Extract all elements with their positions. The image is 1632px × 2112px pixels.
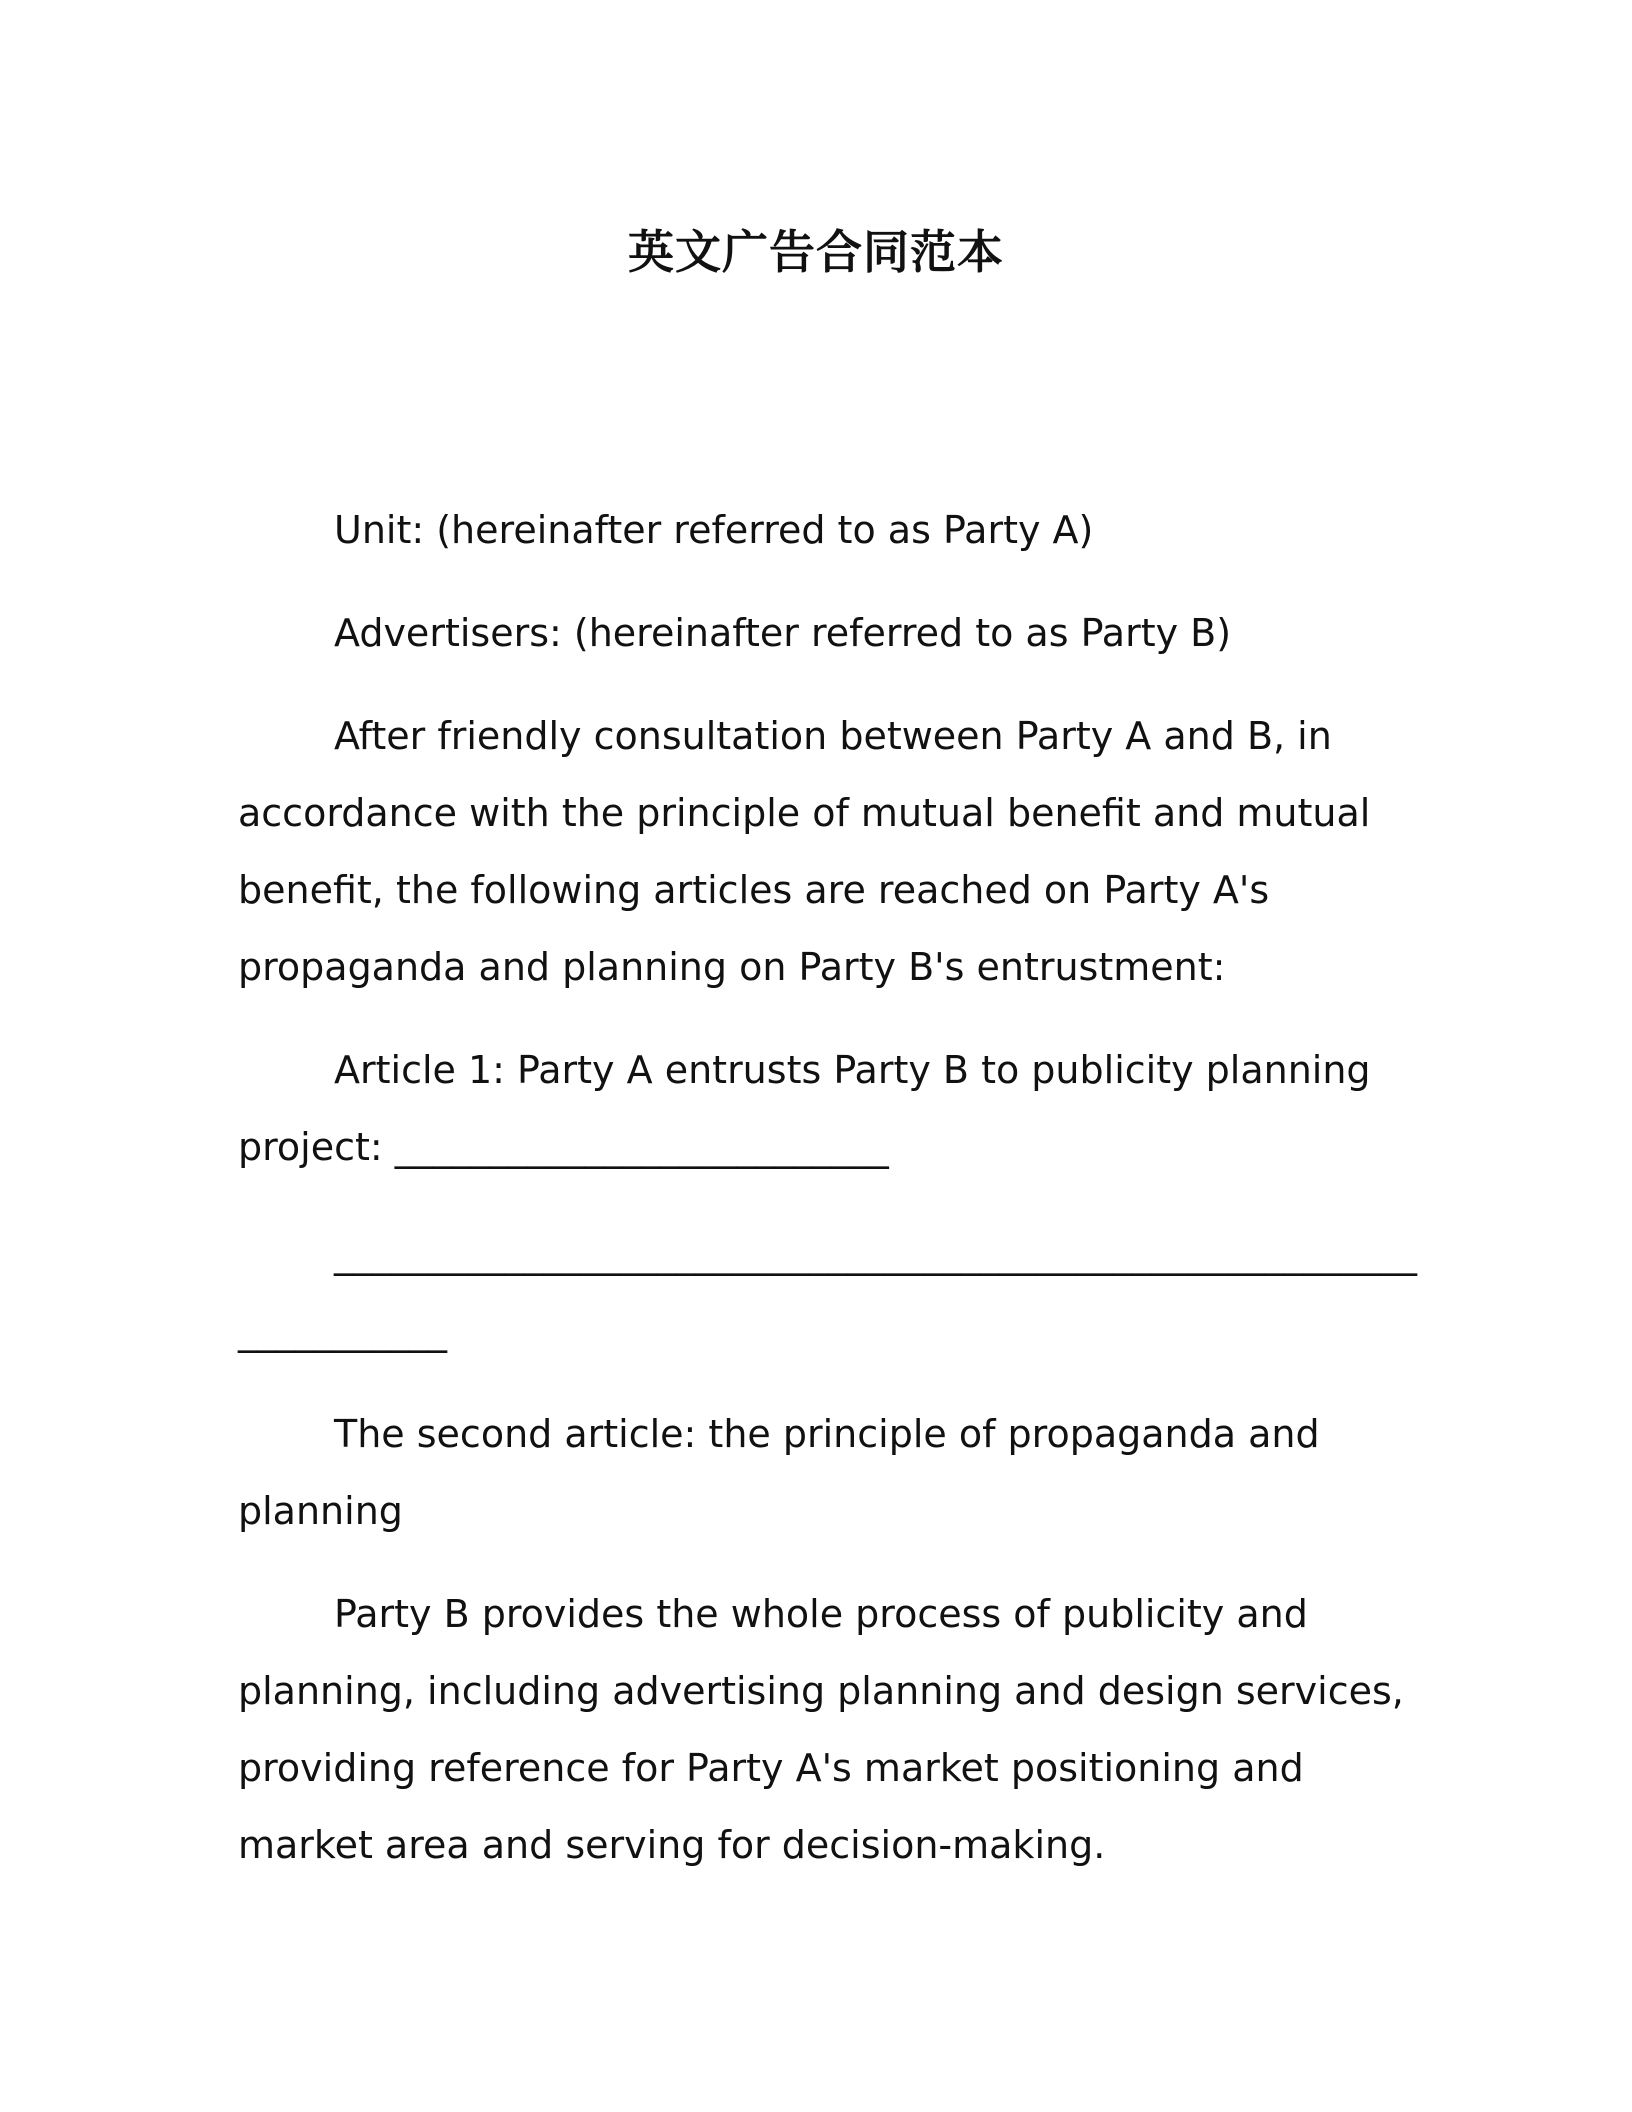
document-body [238, 492, 1418, 1910]
article-1-paragraph: Article 1: Party A entrusts Party B to publicity planning project: __________________________ [238, 1048, 1371, 1169]
party-b-line: Advertisers: (hereinafter referred to as Party B) [334, 611, 1232, 655]
document-title: 英文广告合同范本 [628, 225, 1004, 279]
party-a-line: Unit: (hereinafter referred to as Party A) [334, 508, 1094, 552]
article-2-heading: The second article: the principle of propaganda and planning [238, 1412, 1320, 1533]
preamble-paragraph: After friendly consultation between Party A and B, in accordance with the principle of mutual benefit and mutual benefit, the following articles are reached on Party A's propaganda and planning on Party B's entrustment: [238, 714, 1371, 989]
blank-fill-line: ____________________________________________________________________ [238, 1232, 1417, 1353]
article-2-paragraph: Party B provides the whole process of publicity and planning, including advertising planning and design services, providing reference for Party A's market positioning and market area and serving for decision-making. [238, 1592, 1404, 1867]
